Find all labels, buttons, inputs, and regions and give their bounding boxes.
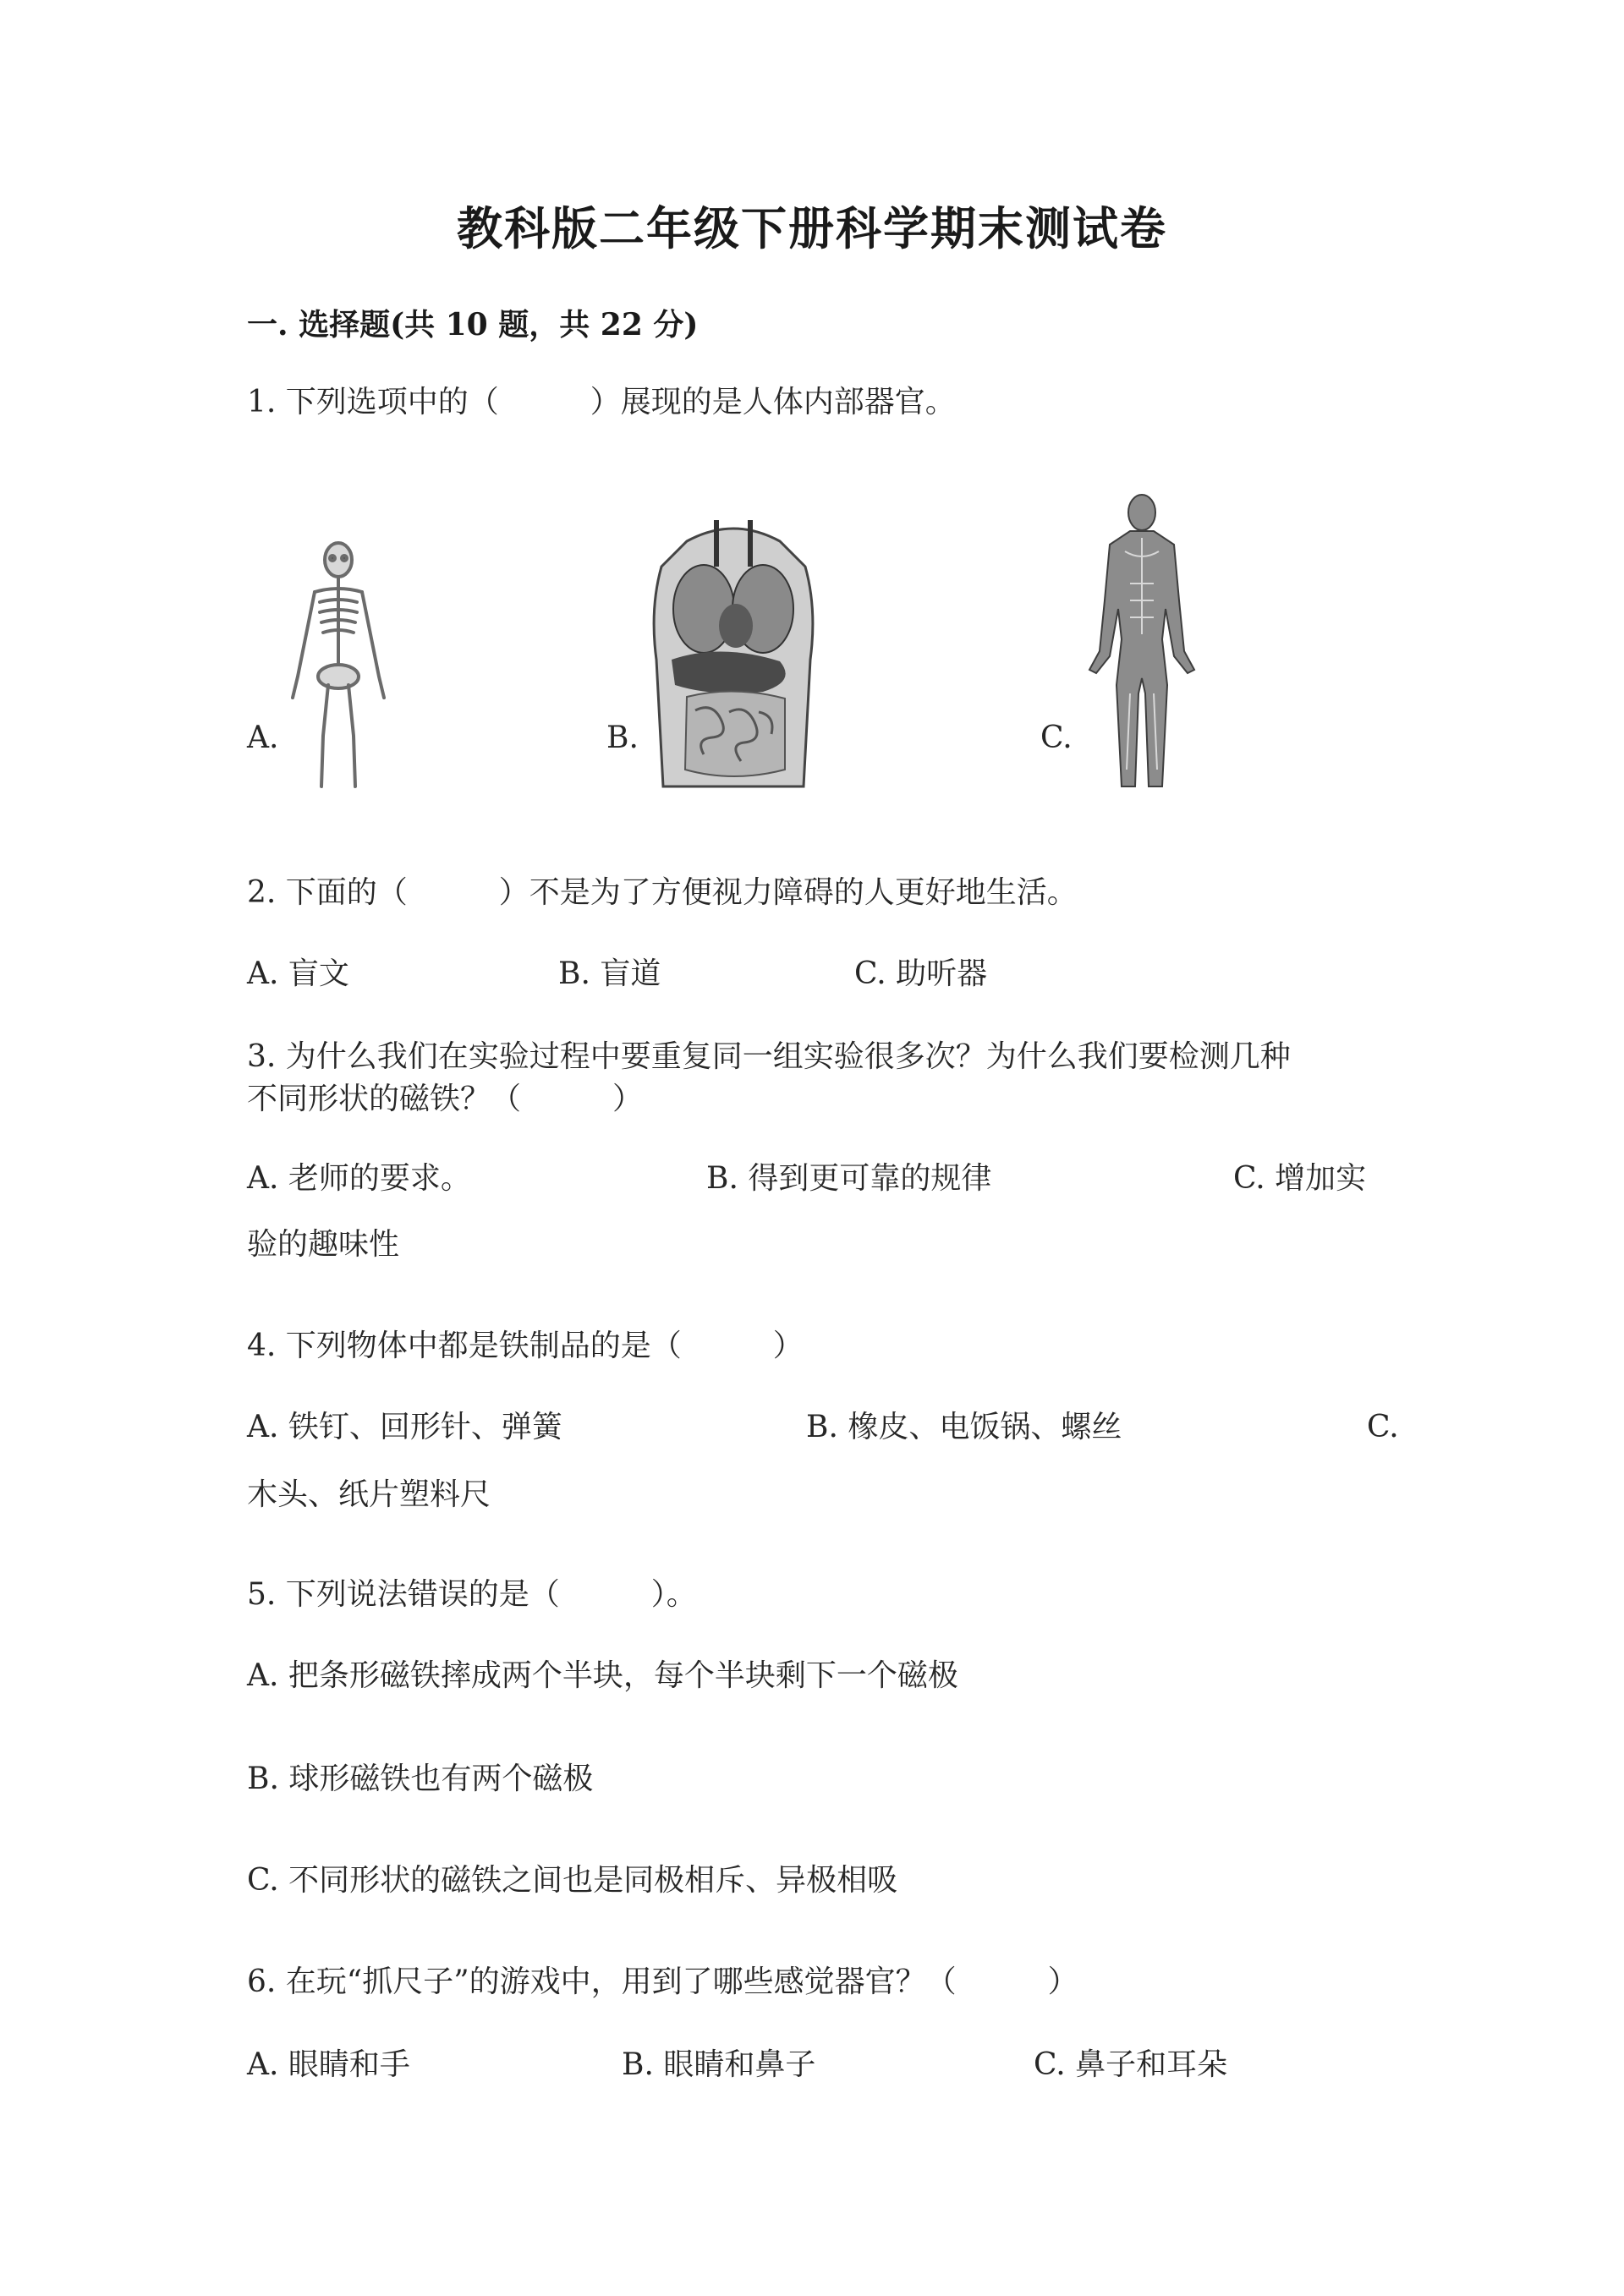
q6-option-a: A. 眼睛和手 xyxy=(247,2047,410,2082)
internal-organs-figure xyxy=(636,516,831,795)
q4-option-b: B. 橡皮、电饭锅、螺丝 xyxy=(806,1410,1122,1444)
q3-option-c: C. 增加实 xyxy=(1233,1161,1367,1196)
q3-option-c-wrap: 验的趣味性 xyxy=(247,1227,400,1262)
question-2-stem: 2. 下面的（ ）不是为了方便视力障碍的人更好地生活。 xyxy=(247,875,1078,910)
question-3-stem-line-2: 不同形状的磁铁？（ ） xyxy=(247,1082,644,1116)
q6-option-c: C. 鼻子和耳朵 xyxy=(1034,2047,1228,2082)
question-6-stem: 6. 在玩“抓尺子”的游戏中，用到了哪些感觉器官？（ ） xyxy=(247,1964,1078,1999)
q4-option-c-wrap: 木头、纸片塑料尺 xyxy=(247,1477,491,1512)
q6-option-b: B. 眼睛和鼻子 xyxy=(622,2047,816,2082)
question-5-stem: 5. 下列说法错误的是（ ）。 xyxy=(247,1577,697,1612)
q5-option-b: B. 球形磁铁也有两个磁极 xyxy=(247,1762,594,1796)
q4-option-c: C. xyxy=(1367,1410,1399,1444)
skeleton-figure xyxy=(279,541,398,795)
q1-option-b-label: B. xyxy=(606,721,639,755)
q5-option-a: A. 把条形磁铁摔成两个半块，每个半块剩下一个磁极 xyxy=(247,1658,958,1693)
q2-option-a: A. 盲文 xyxy=(247,956,349,991)
muscle-figure xyxy=(1074,490,1210,795)
exam-title: 教科版二年级下册科学期末测试卷 xyxy=(457,201,1167,255)
q1-option-a-label: A. xyxy=(247,721,279,755)
q4-option-a: A. 铁钉、回形针、弹簧 xyxy=(247,1410,562,1444)
question-4-stem: 4. 下列物体中都是铁制品的是（ ） xyxy=(247,1329,804,1363)
q2-option-b: B. 盲道 xyxy=(558,956,661,991)
q1-option-c-label: C. xyxy=(1040,721,1073,755)
question-1-stem: 1. 下列选项中的（ ）展现的是人体内部器官。 xyxy=(247,385,956,419)
q2-option-c: C. 助听器 xyxy=(854,956,988,991)
q5-option-c: C. 不同形状的磁铁之间也是同极相斥、异极相吸 xyxy=(247,1863,898,1898)
section-heading: 一. 选择题(共 10 题，共 22 分) xyxy=(247,307,699,342)
q3-option-a: A. 老师的要求。 xyxy=(247,1161,471,1196)
question-3-stem-line-1: 3. 为什么我们在实验过程中要重复同一组实验很多次？为什么我们要检测几种 xyxy=(247,1039,1291,1074)
q3-option-b: B. 得到更可靠的规律 xyxy=(706,1161,992,1196)
